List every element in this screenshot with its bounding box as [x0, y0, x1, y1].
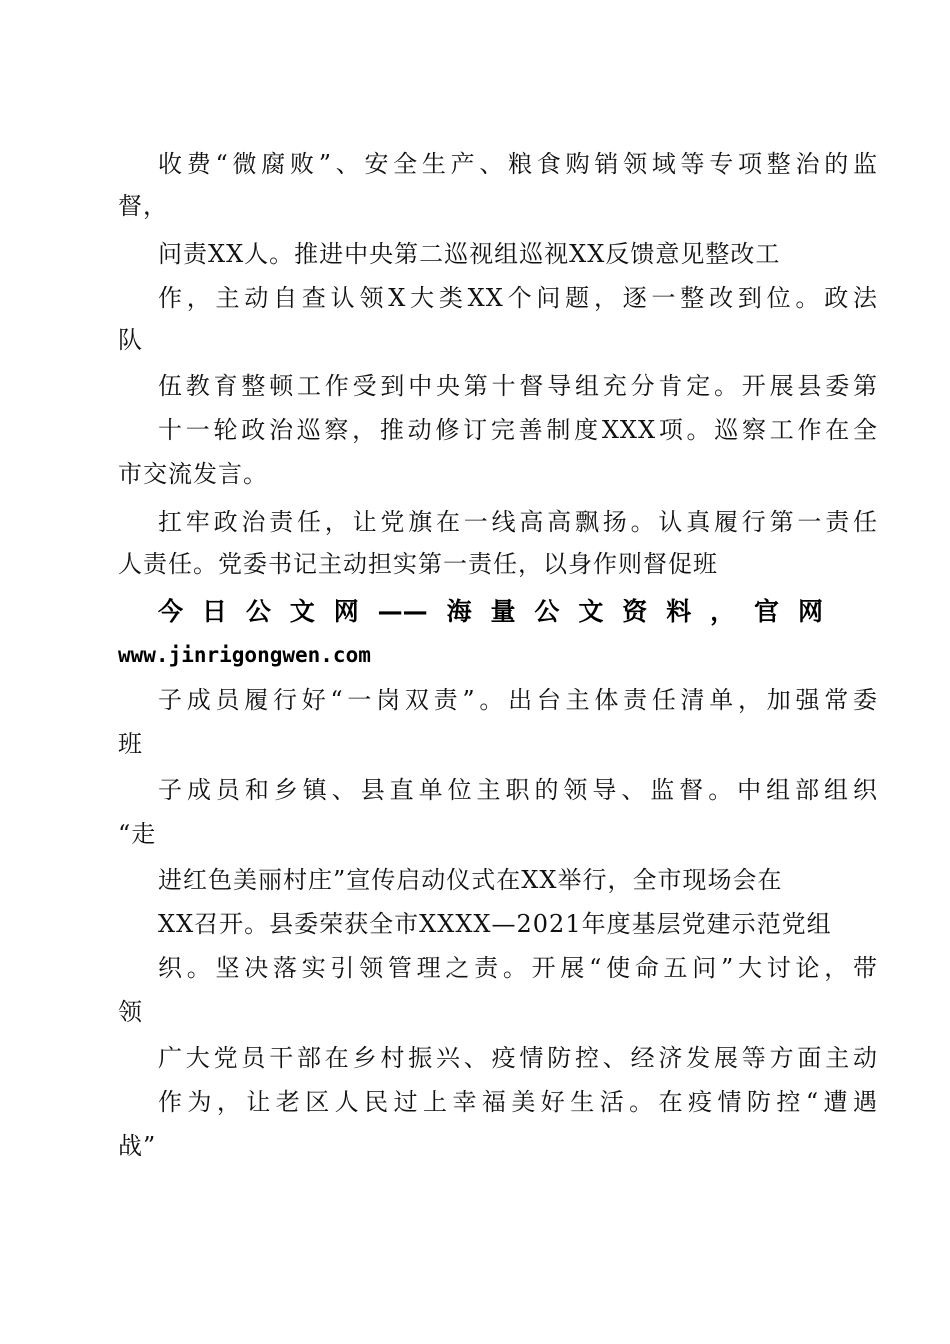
- text-line: 广大党员干部在乡村振兴、疫情防控、经济发展等方面主动: [158, 1044, 878, 1072]
- text-line: 督，: [118, 192, 168, 220]
- watermark-url: www.jinrigongwen.com: [118, 643, 371, 667]
- text-line: 织。坚决落实引领管理之责。开展“使命五问”大讨论，带: [158, 954, 878, 982]
- text-line: 收费“微腐败”、安全生产、粮食购销领域等专项整治的监: [158, 150, 878, 178]
- watermark-title: 今日公文网——海量公文资料，官网: [158, 597, 823, 626]
- text-line: 人责任。党委书记主动担实第一责任，以身作则督促班: [118, 550, 718, 578]
- text-line: 伍教育整顿工作受到中央第十督导组充分肯定。开展县委第: [158, 372, 878, 400]
- text-line: 扛牢政治责任，让党旗在一线高高飘扬。认真履行第一责任: [158, 508, 878, 536]
- text-line: 进红色美丽村庄”宣传启动仪式在XX举行，全市现场会在: [158, 866, 783, 894]
- text-line: 队: [118, 326, 143, 354]
- text-line: 市交流发言。: [118, 460, 268, 488]
- text-line: 战”: [118, 1132, 157, 1160]
- text-line: 班: [118, 730, 143, 758]
- text-line: 子成员和乡镇、县直单位主职的领导、监督。中组部组织: [158, 776, 878, 804]
- text-line: 十一轮政治巡察，推动修订完善制度XXX项。巡察工作在全: [158, 416, 878, 444]
- text-line: “走: [118, 820, 157, 848]
- text-line: XX召开。县委荣获全市XXXX—2021年度基层党建示范党组: [158, 910, 832, 938]
- text-line: 作，主动自查认领X大类XX个问题，逐一整改到位。政法: [158, 284, 878, 312]
- text-line: 子成员履行好“一岗双责”。出台主体责任清单，加强常委: [158, 686, 878, 714]
- text-line: 问责XX人。推进中央第二巡视组巡视XX反馈意见整改工: [158, 240, 781, 268]
- text-line: 领: [118, 998, 143, 1026]
- text-line: 作为，让老区人民过上幸福美好生活。在疫情防控“遭遇: [158, 1088, 878, 1116]
